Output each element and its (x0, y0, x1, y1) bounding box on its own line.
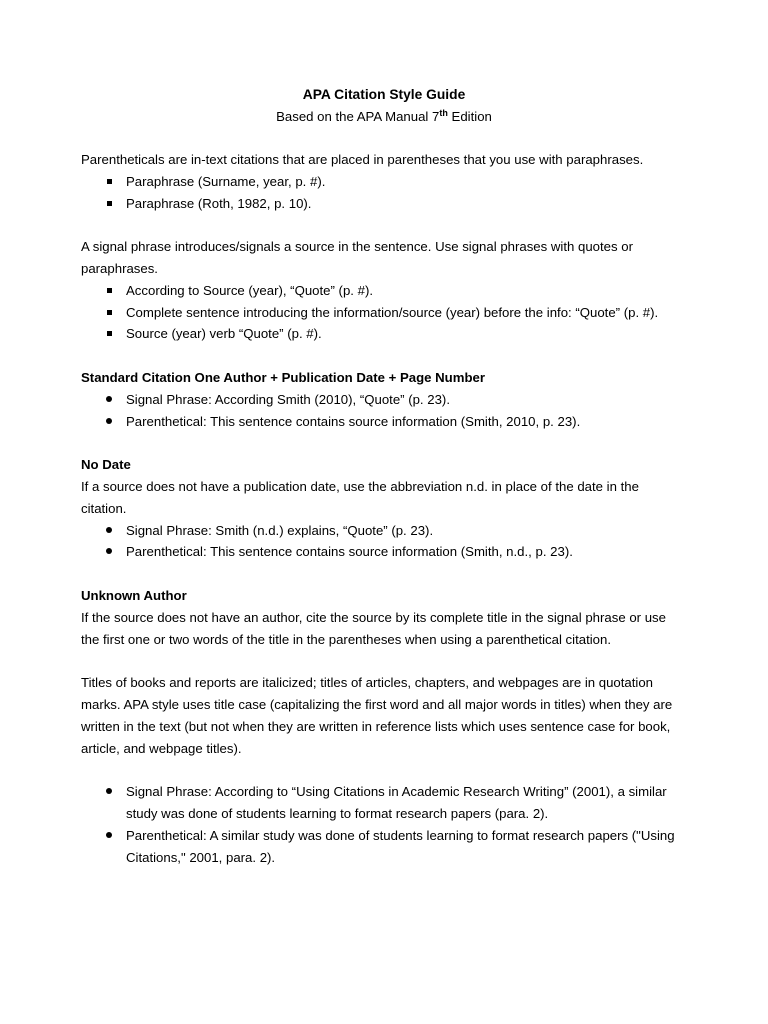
round-bullet-icon (103, 781, 115, 803)
standard-citation-list (81, 389, 687, 433)
unknown-author-body: If the source does not have an author, cite the source by its complete title in the signal phrase or use the first one or two words of the title in the parentheses when using a parenthetical citation. (81, 609, 666, 647)
list-item-text: Signal Phrase: Smith (n.d.) explains, “Quote” (p. 23). (126, 522, 434, 538)
round-bullet-icon (103, 541, 115, 563)
standard-citation-heading: Standard Citation One Author + Publication Date + Page Number (81, 369, 485, 385)
subtitle-main: Based on the APA Manual 7 (276, 109, 440, 124)
no-date-list (81, 520, 687, 564)
unknown-author-section (81, 585, 687, 650)
parentheticals-section (81, 149, 687, 214)
list-item (81, 781, 687, 825)
list-item-text: Paraphrase (Surname, year, p. #). (126, 173, 326, 189)
square-bullet-icon (103, 171, 115, 193)
parentheticals-list (81, 171, 687, 215)
titles-note: Titles of books and reports are italicized; titles of articles, chapters, and webpages are in quotation marks. APA style uses title case (capitalizing the first word and all major words in titles) when they are written in the text (but not when they are written in reference lists which uses sentence case for book, article, and webpage titles). (81, 675, 673, 756)
list-item (81, 411, 687, 433)
list-item (81, 193, 687, 215)
square-bullet-icon (103, 193, 115, 215)
signal-phrase-intro: A signal phrase introduces/signals a source in the sentence. Use signal phrases with quotes or paraphrases. (81, 239, 633, 276)
list-item (81, 520, 687, 542)
list-item (81, 323, 687, 345)
parentheticals-intro: Parentheticals are in-text citations that are placed in parentheses that you use with paraphrases. (81, 152, 644, 167)
list-item (81, 171, 687, 193)
subtitle-superscript: th (439, 108, 448, 118)
round-bullet-icon (103, 520, 115, 542)
list-item (81, 389, 687, 411)
no-date-section (81, 454, 687, 563)
square-bullet-icon (103, 280, 115, 302)
page-title: APA Citation Style Guide (302, 87, 466, 102)
list-item-text: Complete sentence introducing the information/source (year) before the info: “Quote” (p. #). (126, 304, 659, 320)
round-bullet-icon (103, 389, 115, 411)
list-item (81, 280, 687, 302)
square-bullet-icon (103, 323, 115, 345)
document-content (81, 84, 687, 868)
list-item-text: Parenthetical: A similar study was done of students learning to format research papers ("Using Citations," 2001, para. 2). (126, 827, 675, 865)
list-item-text: Signal Phrase: According Smith (2010), “Quote” (p. 23). (126, 391, 450, 407)
unknown-author-list (81, 781, 687, 868)
no-date-body: If a source does not have a publication date, use the abbreviation n.d. in place of the date in the citation. (81, 478, 639, 516)
signal-phrase-list (81, 280, 687, 345)
list-item-text: According to Source (year), “Quote” (p. #). (126, 282, 373, 298)
subtitle-end: Edition (447, 109, 492, 124)
list-item (81, 825, 687, 869)
standard-citation-section (81, 367, 687, 432)
no-date-heading: No Date (81, 457, 131, 473)
unknown-author-heading: Unknown Author (81, 587, 187, 603)
list-item-text: Source (year) verb “Quote” (p. #). (126, 326, 322, 342)
signal-phrase-section (81, 236, 687, 345)
list-item-text: Signal Phrase: According to “Using Citations in Academic Research Writing” (2001), a similar study was done of students learning to format research papers (para. 2). (126, 784, 667, 821)
list-item (81, 302, 687, 324)
page-subtitle (81, 106, 687, 128)
titles-note-section (81, 672, 687, 759)
round-bullet-icon (103, 825, 115, 847)
list-item-text: Paraphrase (Roth, 1982, p. 10). (126, 195, 312, 211)
square-bullet-icon (103, 302, 115, 324)
list-item-text: Parenthetical: This sentence contains source information (Smith, 2010, p. 23). (126, 413, 581, 429)
list-item (81, 541, 687, 563)
list-item-text: Parenthetical: This sentence contains source information (Smith, n.d., p. 23). (126, 544, 573, 560)
round-bullet-icon (103, 411, 115, 433)
